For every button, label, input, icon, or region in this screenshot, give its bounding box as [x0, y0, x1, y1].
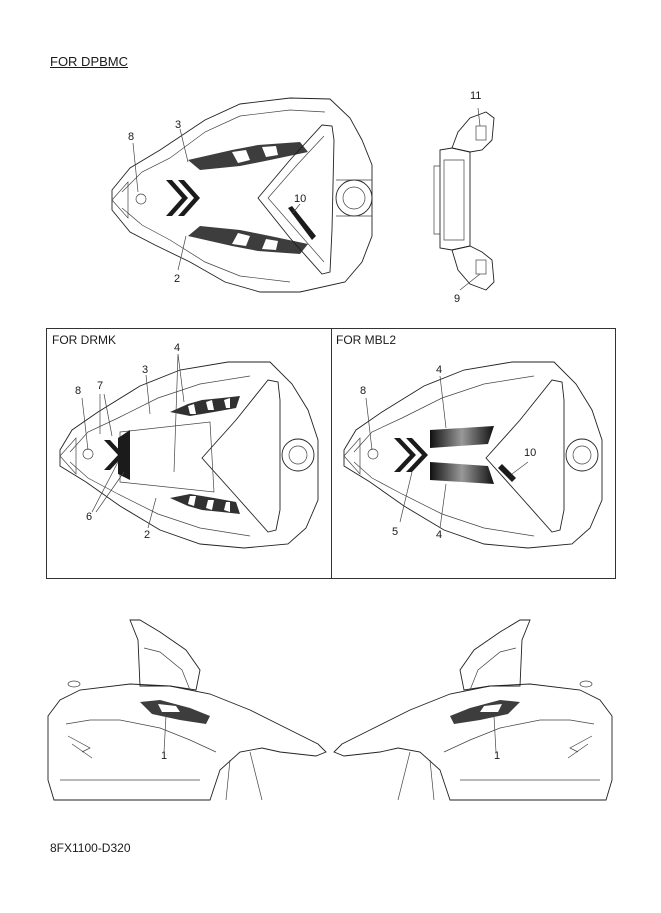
- callout-4b-mbl2: 4: [436, 529, 443, 541]
- callout-5-mbl2: 5: [392, 526, 399, 538]
- drawing-code: 8FX1100-D320: [50, 841, 131, 855]
- callout-4a-mbl2: 4: [436, 364, 443, 376]
- callout-8-mbl2: 8: [360, 385, 367, 397]
- hood-left-side: [48, 620, 326, 800]
- callout-9-side: 9: [454, 293, 461, 305]
- section-title-mbl2: FOR MBL2: [336, 333, 397, 347]
- callout-2-top: 2: [174, 273, 181, 285]
- callout-6-drmk: 6: [86, 511, 93, 523]
- callout-11-side: 11: [470, 90, 482, 102]
- section-title-dpbmc: FOR DPBMC: [50, 54, 128, 69]
- callout-8-top: 8: [128, 131, 135, 143]
- section-title-drmk: FOR DRMK: [52, 333, 116, 347]
- callout-4-drmk: 4: [174, 342, 181, 354]
- callout-10-mbl2: 10: [524, 447, 537, 459]
- callout-1-left: 1: [161, 750, 168, 762]
- callout-2-drmk: 2: [144, 529, 151, 541]
- callout-3-top: 3: [175, 119, 182, 131]
- hood-right-side: [334, 620, 612, 800]
- callout-10-top: 10: [294, 193, 307, 205]
- callout-1-right: 1: [494, 750, 501, 762]
- callout-3-drmk: 3: [142, 364, 149, 376]
- callout-7-drmk: 7: [97, 380, 104, 392]
- callout-8-drmk: 8: [75, 385, 82, 397]
